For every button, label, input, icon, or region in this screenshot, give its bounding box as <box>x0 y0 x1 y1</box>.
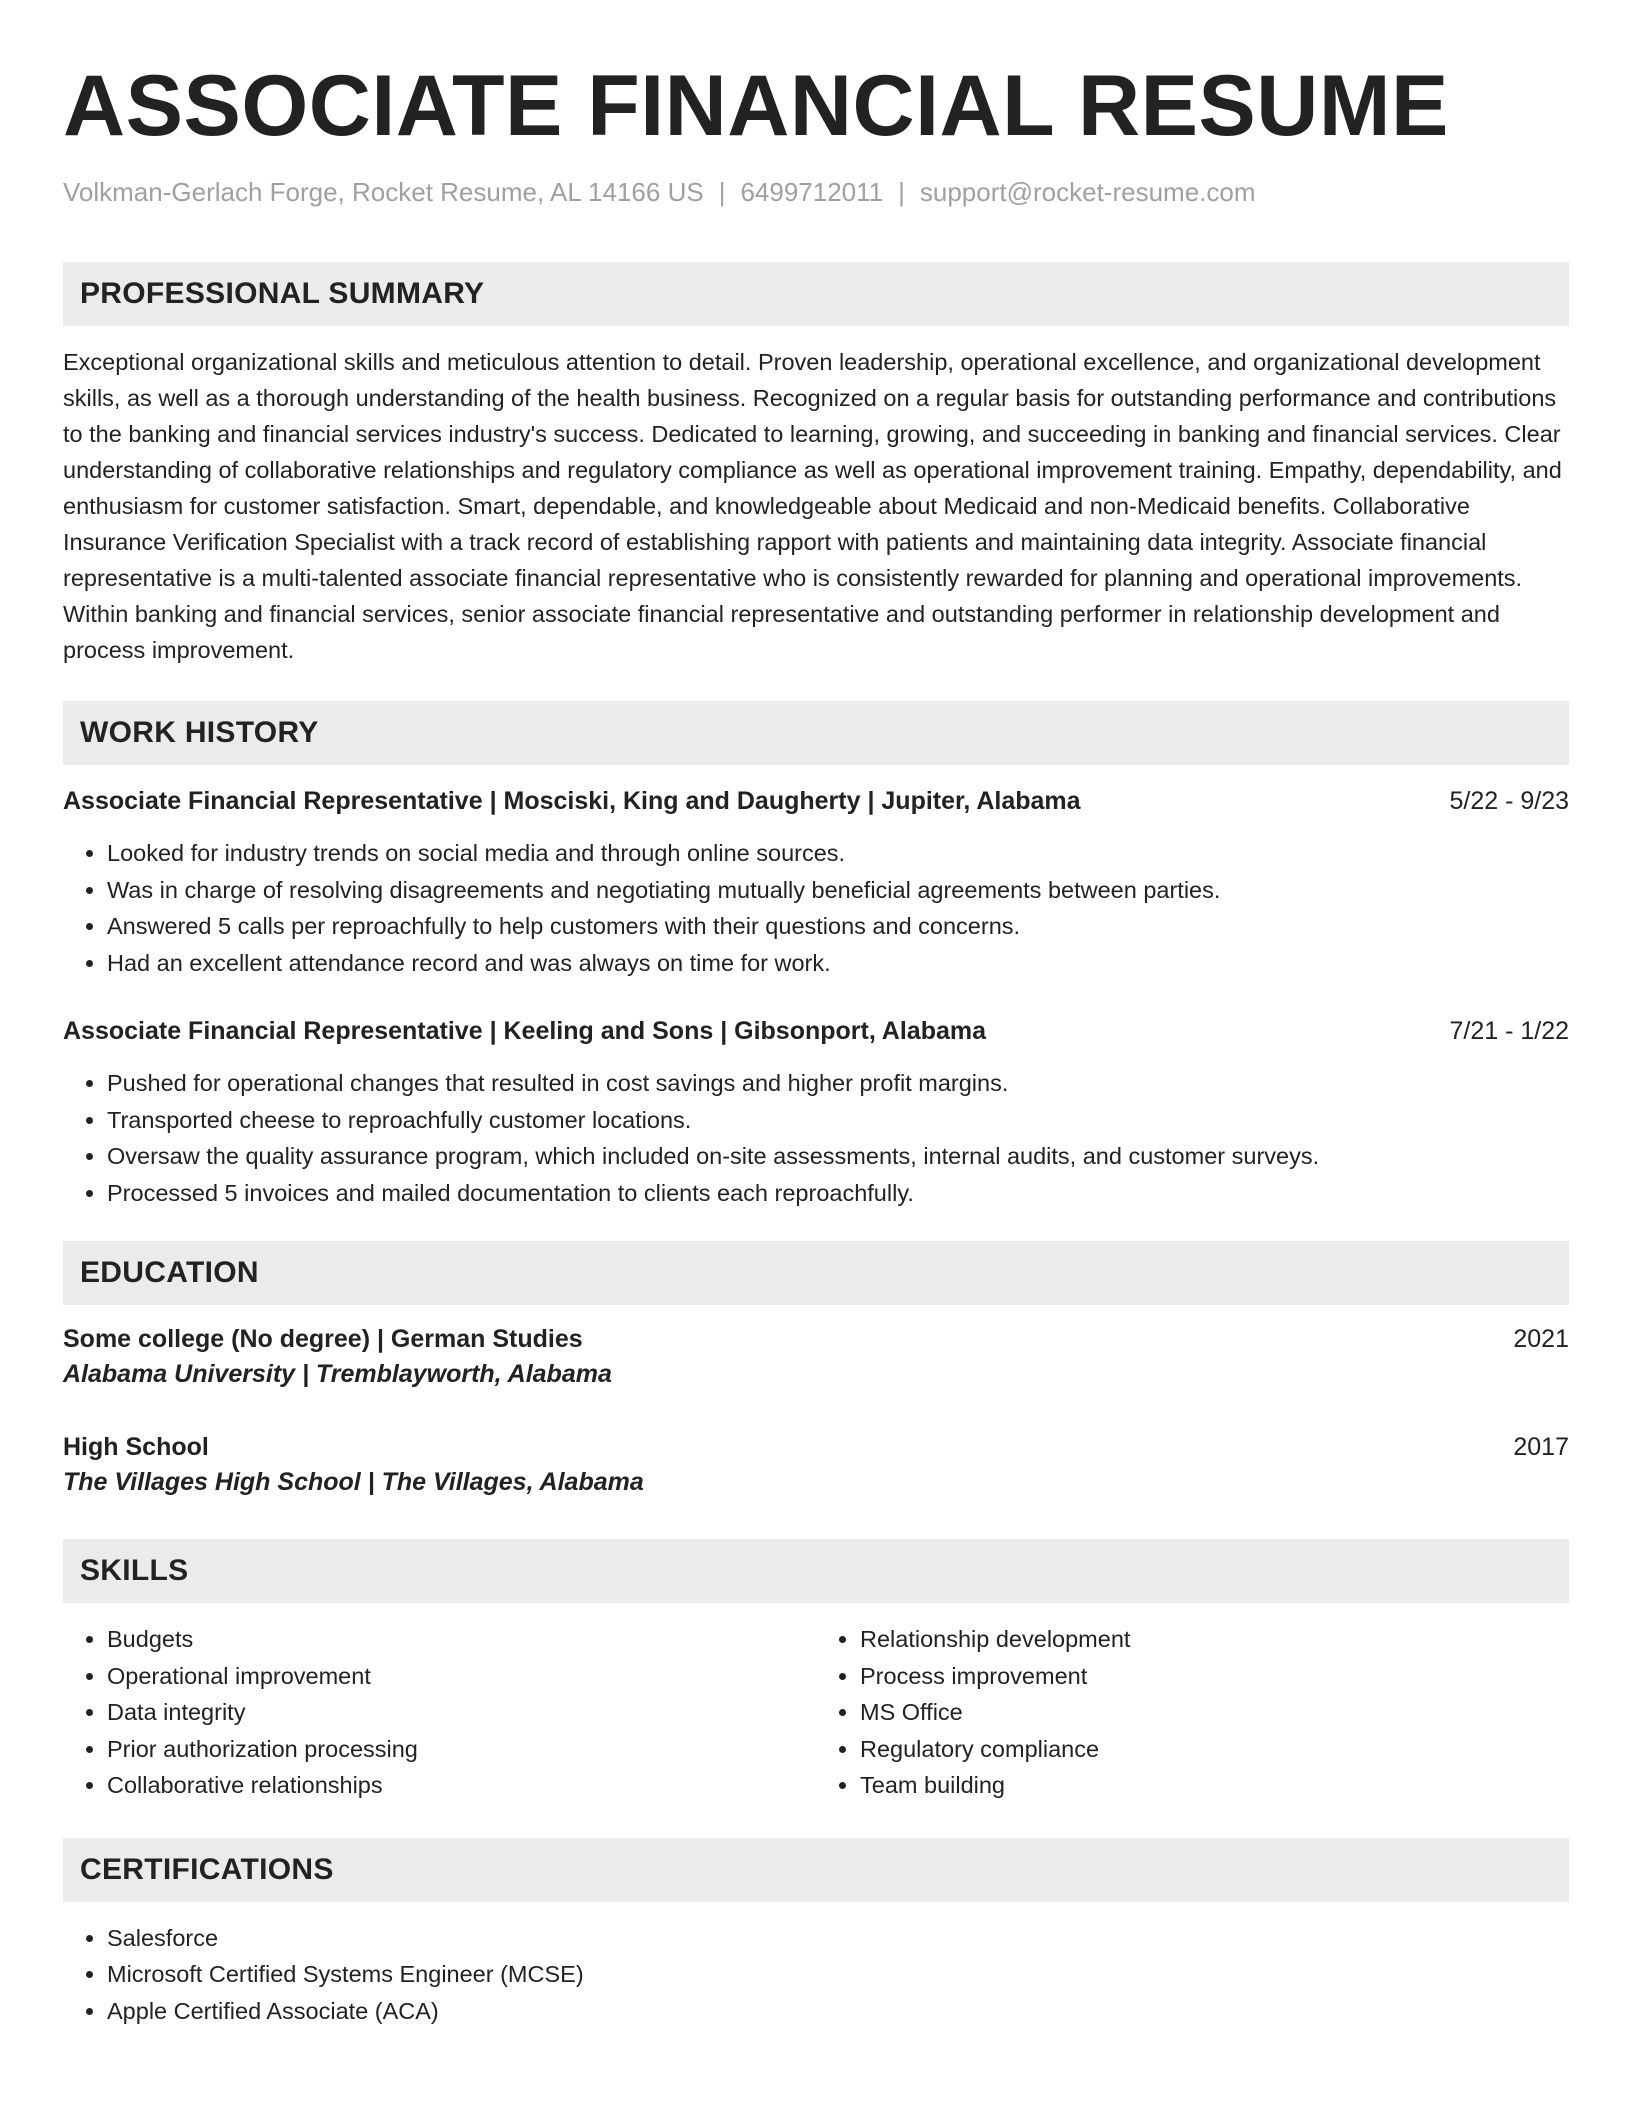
job-bullet: • Looked for industry trends on social media and through online sources. <box>107 835 1569 872</box>
education-year: 2017 <box>1513 1433 1569 1461</box>
education-school: The Villages High School | The Villages, Alabama <box>63 1468 644 1496</box>
job-bullets <box>63 835 1569 981</box>
skill-item: • Prior authorization processing <box>107 1731 816 1768</box>
contact-separator: | <box>898 177 905 207</box>
skill-item: • Budgets <box>107 1621 816 1658</box>
education-entry <box>63 1431 1569 1501</box>
skill-item: • Operational improvement <box>107 1658 816 1695</box>
certification-item: • Apple Certified Associate (ACA) <box>107 1993 1569 2030</box>
summary-paragraph: Exceptional organizational skills and meticulous attention to detail. Proven leadership, operational excellence, and organizational development skills, as well as a thorough understanding of the health business. Recognized on a regular basis for outstanding performance and contributions to the banking and financial services industry's success. Dedicated to learning, growing, and succeeding in banking and financial services. Clear understanding of collaborative relationships and regulatory compliance as well as operational improvement training. Empathy, dependability, and enthusiasm for customer satisfaction. Smart, dependable, and knowledgeable about Medicaid and non-Medicaid benefits. Collaborative Insurance Verification Specialist with a track record of establishing rapport with patients and maintaining data integrity. Associate financial representative is a multi-talented associate financial representative who is consistently rewarded for planning and operational improvements. Within banking and financial services, senior associate financial representative and outstanding performer in relationship development and process improvement. <box>63 349 1562 663</box>
education-degree: Some college (No degree) | German Studies <box>63 1325 583 1353</box>
resume-title: ASSOCIATE FINANCIAL RESUME <box>63 58 1449 154</box>
education-header <box>63 1431 1569 1463</box>
section-heading-work-history: WORK HISTORY <box>63 701 1569 765</box>
skill-item: • Regulatory compliance <box>860 1731 1569 1768</box>
education-school: Alabama University | Tremblayworth, Alabama <box>63 1360 612 1388</box>
certification-item: • Microsoft Certified Systems Engineer (MCSE) <box>107 1956 1569 1993</box>
job-dates: 7/21 - 1/22 <box>1449 1017 1569 1045</box>
job-title: Associate Financial Representative | Keeling and Sons | Gibsonport, Alabama <box>63 1017 987 1045</box>
certifications-list <box>63 1920 1569 2030</box>
job-bullet: • Was in charge of resolving disagreements and negotiating mutually beneficial agreements between parties. <box>107 872 1569 909</box>
skill-item: • Data integrity <box>107 1694 816 1731</box>
section-heading-certifications: CERTIFICATIONS <box>63 1838 1569 1902</box>
job-bullet: • Answered 5 calls per reproachfully to help customers with their questions and concerns. <box>107 908 1569 945</box>
job-bullet: • Transported cheese to reproachfully customer locations. <box>107 1102 1569 1139</box>
section-heading-education: EDUCATION <box>63 1241 1569 1305</box>
skills-columns <box>63 1621 1569 1804</box>
section-heading-skills: SKILLS <box>63 1539 1569 1603</box>
job-bullet: • Had an excellent attendance record and was always on time for work. <box>107 945 1569 982</box>
education-header <box>63 1323 1569 1355</box>
job-title: Associate Financial Representative | Mosciski, King and Daugherty | Jupiter, Alabama <box>63 787 1081 815</box>
certification-item: • Salesforce <box>107 1920 1569 1957</box>
job-dates: 5/22 - 9/23 <box>1449 787 1569 815</box>
job-header <box>63 785 1569 817</box>
job-header <box>63 1015 1569 1047</box>
contact-line <box>63 176 1569 208</box>
skill-item: • Relationship development <box>860 1621 1569 1658</box>
section-heading-summary: PROFESSIONAL SUMMARY <box>63 262 1569 326</box>
job-bullets <box>63 1065 1569 1211</box>
job-bullet: • Processed 5 invoices and mailed documentation to clients each reproachfully. <box>107 1175 1569 1212</box>
skills-list-right <box>816 1621 1569 1804</box>
skill-item: • Team building <box>860 1767 1569 1804</box>
education-degree: High School <box>63 1433 209 1461</box>
skill-item: • Process improvement <box>860 1658 1569 1695</box>
job-entry <box>63 785 1569 981</box>
job-bullet: • Pushed for operational changes that resulted in cost savings and higher profit margins. <box>107 1065 1569 1102</box>
contact-phone: 6499712011 <box>740 177 884 207</box>
job-bullet: • Oversaw the quality assurance program, which included on-site assessments, internal audits, and customer surveys. <box>107 1138 1569 1175</box>
skills-list-left <box>63 1621 816 1804</box>
contact-email: support@rocket-resume.com <box>919 177 1256 207</box>
skill-item: • MS Office <box>860 1694 1569 1731</box>
education-entry <box>63 1323 1569 1393</box>
education-year: 2021 <box>1513 1325 1569 1353</box>
contact-address: Volkman-Gerlach Forge, Rocket Resume, AL 14166 US <box>63 177 704 207</box>
skill-item: • Collaborative relationships <box>107 1767 816 1804</box>
job-entry <box>63 1015 1569 1211</box>
contact-separator: | <box>718 177 726 207</box>
